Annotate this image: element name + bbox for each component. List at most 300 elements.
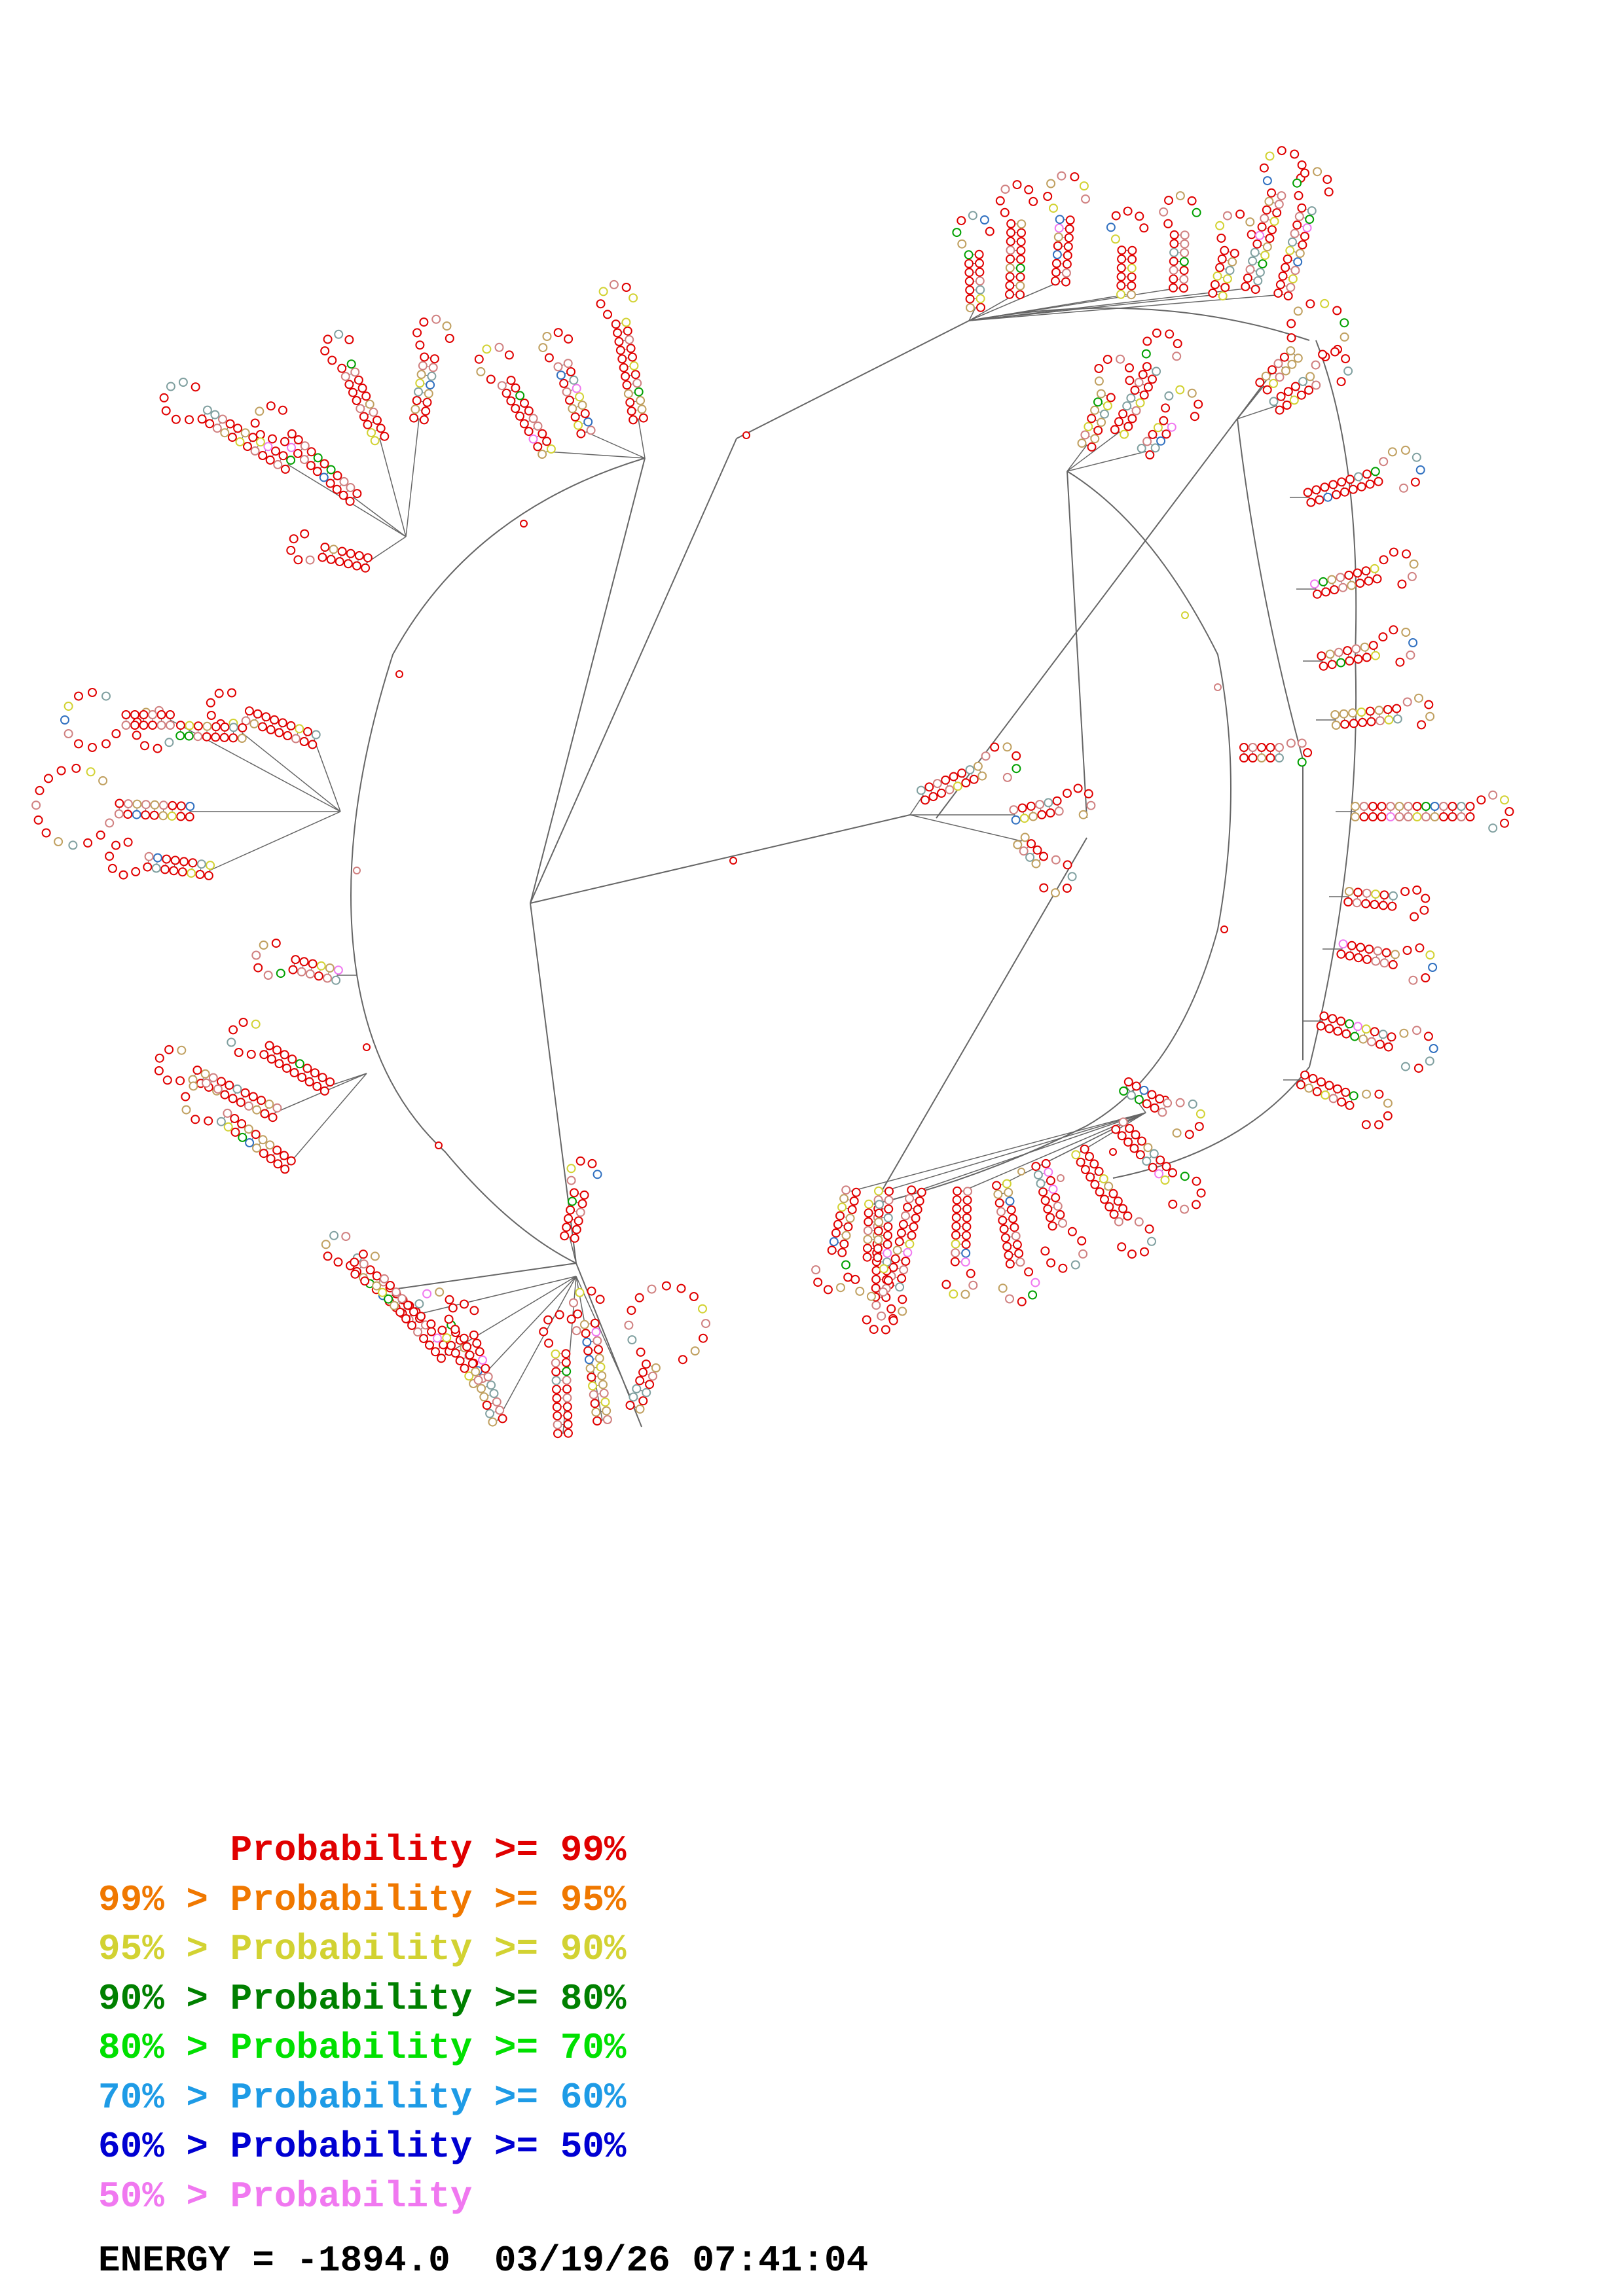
nucleotide bbox=[1006, 1295, 1013, 1303]
nucleotide bbox=[58, 767, 65, 775]
nucleotide bbox=[628, 407, 636, 415]
nucleotide bbox=[298, 968, 306, 976]
nucleotide bbox=[1221, 926, 1228, 933]
nucleotide bbox=[564, 1420, 572, 1428]
nucleotide bbox=[628, 1336, 636, 1344]
nucleotide bbox=[1197, 1189, 1205, 1197]
nucleotide bbox=[160, 394, 168, 402]
backbone-segment bbox=[406, 419, 419, 537]
nucleotide bbox=[479, 1356, 486, 1364]
nucleotide bbox=[840, 1194, 848, 1202]
nucleotide bbox=[1095, 377, 1103, 385]
nucleotide bbox=[246, 707, 253, 715]
nucleotide bbox=[910, 1223, 918, 1230]
nucleotide bbox=[1040, 853, 1048, 861]
nucleotide bbox=[417, 1312, 425, 1320]
nucleotide bbox=[480, 1393, 488, 1401]
nucleotide bbox=[330, 545, 338, 553]
nucleotide bbox=[1319, 578, 1327, 586]
nucleotide bbox=[373, 416, 381, 424]
nucleotide bbox=[564, 359, 572, 367]
nucleotide bbox=[315, 972, 323, 980]
nucleotide bbox=[1214, 684, 1221, 691]
nucleotide bbox=[1422, 802, 1430, 810]
nucleotide bbox=[1064, 861, 1072, 869]
nucleotide bbox=[251, 420, 259, 427]
nucleotide bbox=[1143, 1100, 1151, 1107]
backbone-arc bbox=[351, 458, 645, 1263]
nucleotide bbox=[1044, 1168, 1052, 1176]
nucleotide bbox=[1127, 1092, 1135, 1100]
nucleotide bbox=[633, 379, 641, 387]
nucleotide bbox=[1006, 255, 1014, 263]
nucleotide bbox=[1211, 281, 1219, 289]
nucleotide bbox=[1111, 425, 1119, 433]
nucleotide bbox=[1350, 719, 1358, 727]
nucleotide bbox=[1371, 901, 1379, 908]
nucleotide bbox=[1334, 1028, 1341, 1035]
nucleotide bbox=[1241, 283, 1249, 291]
nucleotide bbox=[282, 465, 289, 473]
nucleotide bbox=[1040, 884, 1048, 892]
backbone-segment bbox=[969, 295, 1283, 321]
nucleotide bbox=[496, 344, 503, 351]
nucleotide bbox=[1137, 1151, 1144, 1158]
nucleotide bbox=[264, 971, 272, 979]
nucleotide bbox=[1351, 813, 1359, 821]
nucleotide bbox=[1169, 284, 1177, 292]
nucleotide bbox=[1381, 891, 1389, 899]
nucleotide bbox=[624, 327, 632, 335]
nucleotide bbox=[1063, 789, 1071, 797]
nucleotide bbox=[319, 554, 327, 562]
backbone-arc bbox=[1067, 471, 1087, 818]
nucleotide bbox=[1278, 147, 1286, 154]
nucleotide bbox=[1413, 886, 1421, 894]
nucleotide bbox=[884, 1223, 892, 1230]
nucleotide bbox=[1266, 234, 1273, 242]
nucleotide bbox=[560, 380, 568, 387]
nucleotide bbox=[1170, 249, 1178, 257]
nucleotide bbox=[1002, 185, 1010, 193]
nucleotide bbox=[623, 283, 630, 291]
nucleotide bbox=[1004, 774, 1012, 781]
nucleotide bbox=[288, 430, 296, 438]
nucleotide bbox=[875, 1218, 883, 1226]
nucleotide bbox=[1017, 247, 1025, 255]
nucleotide bbox=[573, 1327, 581, 1335]
nucleotide bbox=[1047, 809, 1055, 817]
nucleotide bbox=[573, 385, 581, 393]
nucleotide bbox=[1074, 785, 1082, 793]
nucleotide bbox=[962, 779, 970, 787]
nucleotide bbox=[663, 1282, 670, 1290]
nucleotide bbox=[254, 964, 262, 972]
nucleotide bbox=[1057, 1175, 1064, 1181]
nucleotide bbox=[289, 966, 297, 974]
nucleotide bbox=[1062, 278, 1070, 286]
nucleotide bbox=[192, 383, 200, 391]
nucleotide bbox=[1042, 1160, 1050, 1168]
nucleotide bbox=[279, 406, 287, 414]
nucleotide bbox=[1277, 281, 1285, 289]
nucleotide bbox=[1165, 330, 1173, 338]
legend-range-prefix: 60% > bbox=[98, 2126, 230, 2168]
nucleotide bbox=[874, 1245, 882, 1253]
nucleotide bbox=[879, 1288, 887, 1296]
nucleotide bbox=[1195, 1122, 1203, 1130]
nucleotide bbox=[1384, 1112, 1392, 1120]
nucleotide bbox=[1265, 198, 1273, 206]
nucleotide bbox=[1467, 813, 1474, 821]
nucleotide bbox=[264, 442, 272, 450]
nucleotide bbox=[1084, 423, 1092, 431]
nucleotide bbox=[159, 812, 167, 819]
nucleotide bbox=[1000, 1225, 1008, 1233]
nucleotide bbox=[1034, 846, 1042, 854]
nucleotide bbox=[525, 427, 533, 435]
nucleotide bbox=[1125, 1124, 1133, 1132]
nucleotide bbox=[260, 1149, 268, 1157]
nucleotide bbox=[84, 839, 92, 847]
nucleotide bbox=[102, 692, 110, 700]
nucleotide bbox=[553, 1386, 560, 1393]
nucleotide bbox=[648, 1285, 656, 1293]
nucleotide bbox=[1356, 579, 1364, 587]
nucleotide bbox=[1372, 652, 1379, 660]
nucleotide bbox=[487, 1381, 495, 1389]
nucleotide bbox=[954, 782, 962, 790]
nucleotide bbox=[203, 733, 211, 741]
nucleotide bbox=[1018, 1168, 1025, 1175]
nucleotide bbox=[864, 1218, 872, 1226]
nucleotide bbox=[1066, 225, 1074, 233]
nucleotide bbox=[340, 492, 348, 499]
nucleotide bbox=[962, 1223, 970, 1230]
nucleotide bbox=[1017, 229, 1025, 237]
nucleotide bbox=[1008, 1206, 1015, 1214]
nucleotide bbox=[543, 332, 551, 340]
nucleotide bbox=[211, 411, 219, 419]
nucleotide bbox=[158, 711, 166, 719]
nucleotide bbox=[1197, 1110, 1205, 1118]
nucleotide bbox=[484, 1373, 492, 1381]
nucleotide bbox=[883, 1249, 891, 1257]
nucleotide bbox=[319, 1073, 327, 1081]
nucleotide bbox=[547, 445, 555, 453]
nucleotide bbox=[1057, 172, 1065, 180]
nucleotide bbox=[1005, 1251, 1013, 1259]
nucleotide bbox=[598, 1372, 606, 1380]
nucleotide bbox=[1384, 706, 1392, 713]
nucleotide bbox=[1020, 847, 1028, 855]
nucleotide bbox=[1144, 1143, 1152, 1151]
nucleotide bbox=[1375, 1121, 1383, 1128]
nucleotide bbox=[1267, 744, 1275, 751]
nucleotide bbox=[1079, 1250, 1087, 1258]
nucleotide bbox=[1231, 249, 1239, 257]
nucleotide bbox=[456, 1357, 464, 1365]
nucleotide bbox=[1387, 813, 1395, 821]
nucleotide bbox=[1070, 173, 1078, 181]
nucleotide bbox=[965, 251, 973, 259]
nucleotide bbox=[1132, 1131, 1140, 1139]
nucleotide bbox=[1312, 382, 1320, 389]
nucleotide bbox=[356, 404, 364, 412]
nucleotide bbox=[1341, 355, 1349, 363]
nucleotide bbox=[97, 831, 105, 839]
nucleotide bbox=[133, 731, 141, 739]
nucleotide bbox=[1128, 255, 1136, 263]
nucleotide bbox=[1165, 196, 1173, 204]
nucleotide bbox=[1112, 235, 1120, 243]
nucleotide bbox=[885, 1196, 893, 1204]
nucleotide bbox=[1348, 942, 1356, 950]
nucleotide bbox=[555, 329, 562, 336]
nucleotide bbox=[632, 1385, 640, 1393]
nucleotide bbox=[1431, 813, 1439, 821]
backbone-segment bbox=[547, 452, 645, 458]
nucleotide bbox=[1194, 401, 1202, 408]
nucleotide bbox=[259, 723, 266, 730]
nucleotide bbox=[1013, 1241, 1021, 1249]
nucleotide bbox=[864, 1227, 872, 1234]
nucleotide bbox=[307, 461, 315, 469]
nucleotide bbox=[1370, 641, 1377, 649]
nucleotide bbox=[1218, 255, 1226, 263]
nucleotide bbox=[1221, 283, 1229, 291]
nucleotide bbox=[581, 1191, 589, 1199]
nucleotide bbox=[639, 1369, 647, 1376]
nucleotide bbox=[149, 711, 156, 719]
nucleotide bbox=[1096, 1188, 1104, 1196]
nucleotide bbox=[166, 721, 174, 729]
nucleotide bbox=[1123, 402, 1131, 410]
nucleotide bbox=[566, 397, 574, 404]
nucleotide bbox=[344, 560, 352, 567]
nucleotide bbox=[426, 1341, 433, 1349]
nucleotide bbox=[1044, 192, 1051, 200]
nucleotide bbox=[373, 1272, 381, 1280]
nucleotide bbox=[564, 1403, 572, 1410]
nucleotide bbox=[1385, 716, 1393, 724]
nucleotide bbox=[1375, 706, 1383, 714]
nucleotide bbox=[131, 721, 139, 729]
nucleotide bbox=[1359, 1035, 1367, 1043]
nucleotide bbox=[699, 1335, 707, 1342]
nucleotide bbox=[411, 405, 419, 413]
nucleotide bbox=[266, 1042, 274, 1050]
nucleotide bbox=[75, 692, 82, 700]
legend-range-prefix: 95% > bbox=[98, 1928, 230, 1970]
nucleotide bbox=[105, 852, 113, 860]
nucleotide bbox=[351, 1270, 359, 1278]
nucleotide bbox=[572, 413, 579, 421]
nucleotide bbox=[1078, 1237, 1085, 1245]
nucleotide bbox=[568, 1164, 575, 1172]
nucleotide bbox=[1289, 275, 1297, 283]
nucleotide bbox=[214, 1085, 222, 1093]
nucleotide bbox=[1293, 179, 1301, 187]
nucleotide bbox=[1188, 389, 1196, 397]
nucleotide bbox=[1374, 947, 1382, 955]
nucleotide bbox=[534, 442, 541, 450]
nucleotide bbox=[884, 1276, 892, 1284]
nucleotide bbox=[165, 1046, 173, 1054]
nucleotide bbox=[516, 412, 524, 420]
nucleotide bbox=[435, 1288, 443, 1296]
legend-row bbox=[98, 2123, 627, 2172]
nucleotide bbox=[1320, 662, 1328, 670]
nucleotide bbox=[1193, 209, 1201, 217]
nucleotide bbox=[1311, 580, 1319, 588]
nucleotide bbox=[225, 1081, 233, 1089]
nucleotide bbox=[1340, 710, 1348, 718]
nucleotide bbox=[1124, 207, 1132, 215]
nucleotide bbox=[1029, 1291, 1036, 1299]
nucleotide bbox=[109, 865, 117, 872]
nucleotide bbox=[266, 1141, 274, 1149]
nucleotide bbox=[589, 1160, 596, 1168]
nucleotide bbox=[1489, 824, 1497, 832]
nucleotide bbox=[1363, 653, 1371, 661]
nucleotide bbox=[1305, 1085, 1313, 1092]
nucleotide bbox=[290, 535, 298, 543]
nucleotide bbox=[1358, 708, 1366, 716]
nucleotide bbox=[246, 1139, 253, 1147]
nucleotide bbox=[359, 384, 367, 392]
nucleotide bbox=[250, 720, 258, 728]
nucleotide bbox=[1262, 372, 1270, 380]
nucleotide bbox=[1087, 802, 1095, 810]
nucleotide bbox=[600, 287, 608, 295]
nucleotide bbox=[1017, 220, 1025, 228]
nucleotide bbox=[1052, 856, 1060, 864]
nucleotide bbox=[1381, 959, 1389, 967]
nucleotide bbox=[308, 741, 316, 749]
nucleotide bbox=[1002, 1234, 1010, 1242]
nucleotide bbox=[1006, 273, 1014, 281]
nucleotide bbox=[245, 1125, 253, 1133]
nucleotide bbox=[1049, 1185, 1057, 1193]
backbone-arc bbox=[1113, 340, 1356, 1178]
nucleotide bbox=[1271, 217, 1279, 225]
nucleotide bbox=[1128, 247, 1136, 255]
nucleotide bbox=[1150, 1150, 1158, 1158]
nucleotide bbox=[553, 1403, 561, 1411]
nucleotide bbox=[538, 430, 546, 438]
nucleotide bbox=[1007, 228, 1015, 236]
nucleotide bbox=[1186, 1130, 1194, 1138]
nucleotide bbox=[1047, 180, 1055, 188]
nucleotide bbox=[1086, 1173, 1094, 1181]
nucleotide bbox=[488, 1418, 496, 1426]
nucleotide bbox=[413, 397, 421, 404]
nucleotide bbox=[872, 1301, 880, 1309]
nucleotide bbox=[1188, 197, 1196, 205]
nucleotide bbox=[563, 1394, 571, 1402]
nucleotide bbox=[880, 1265, 888, 1272]
nucleotide bbox=[475, 355, 483, 363]
nucleotide bbox=[620, 364, 628, 372]
nucleotide bbox=[431, 1348, 439, 1355]
nucleotide bbox=[247, 1050, 255, 1058]
nucleotide bbox=[1334, 1085, 1341, 1093]
nucleotide bbox=[380, 1275, 388, 1283]
nucleotide bbox=[1259, 260, 1267, 268]
nucleotide bbox=[875, 1187, 883, 1195]
nucleotide bbox=[1341, 488, 1349, 496]
legend-range-prefix: 99% > bbox=[98, 1878, 230, 1921]
nucleotide bbox=[186, 802, 194, 810]
nucleotide bbox=[1118, 264, 1125, 272]
nucleotide bbox=[642, 1360, 650, 1368]
nucleotide bbox=[342, 372, 350, 380]
nucleotide bbox=[1264, 243, 1271, 251]
nucleotide bbox=[251, 447, 259, 455]
nucleotide bbox=[900, 1266, 907, 1274]
nucleotide bbox=[511, 384, 519, 392]
nucleotide bbox=[483, 1401, 491, 1409]
nucleotide bbox=[851, 1276, 859, 1283]
nucleotide bbox=[151, 812, 158, 819]
nucleotide bbox=[1142, 350, 1150, 358]
nucleotide bbox=[1165, 392, 1173, 400]
nucleotide bbox=[1387, 802, 1395, 810]
nucleotide bbox=[1349, 709, 1357, 717]
nucleotide bbox=[568, 1177, 575, 1185]
nucleotide bbox=[1400, 1030, 1408, 1037]
nucleotide bbox=[977, 304, 985, 312]
nucleotide bbox=[581, 1321, 589, 1329]
nucleotide bbox=[1095, 1168, 1103, 1175]
nucleotide bbox=[564, 1215, 572, 1223]
nucleotide bbox=[268, 435, 276, 443]
nucleotide bbox=[632, 370, 640, 378]
nucleotide bbox=[1429, 963, 1436, 971]
nucleotide bbox=[1029, 813, 1037, 821]
nucleotide bbox=[1404, 813, 1412, 821]
nucleotide bbox=[610, 281, 618, 289]
nucleotide bbox=[493, 1398, 501, 1406]
nucleotide bbox=[353, 490, 361, 497]
nucleotide bbox=[1164, 220, 1172, 228]
nucleotide bbox=[404, 1301, 412, 1309]
nucleotide bbox=[1362, 900, 1370, 908]
nucleotide bbox=[1192, 1200, 1200, 1208]
nucleotide bbox=[296, 1060, 304, 1067]
nucleotide bbox=[896, 1238, 903, 1246]
nucleotide bbox=[838, 1204, 846, 1211]
nucleotide bbox=[1323, 175, 1331, 183]
nucleotide bbox=[1404, 802, 1412, 810]
nucleotide bbox=[301, 442, 309, 450]
nucleotide bbox=[1080, 182, 1088, 190]
nucleotide bbox=[1131, 1145, 1139, 1153]
nucleotide bbox=[240, 1018, 247, 1026]
nucleotide bbox=[229, 734, 237, 742]
legend-label: Probability >= 60% bbox=[230, 2076, 627, 2119]
nucleotide bbox=[244, 442, 251, 450]
nucleotide bbox=[483, 345, 490, 353]
nucleotide bbox=[597, 300, 605, 308]
nucleotide bbox=[1039, 1188, 1047, 1196]
nucleotide bbox=[99, 777, 107, 785]
nucleotide bbox=[1425, 701, 1432, 709]
nucleotide bbox=[1256, 378, 1264, 386]
nucleotide bbox=[642, 1389, 650, 1397]
nucleotide bbox=[1410, 560, 1418, 568]
